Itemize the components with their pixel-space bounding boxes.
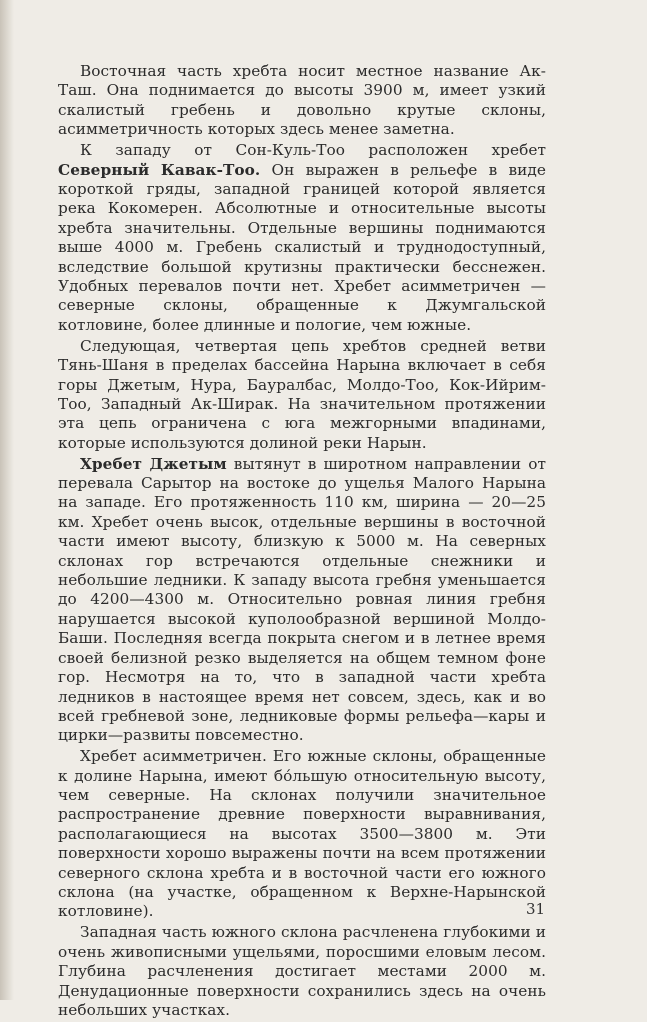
paragraph-asymmetry <box>58 747 546 922</box>
paragraph-text: вытянут в широтном направлении от перевала Сарытор на востоке до ущелья Малого Нарына на западе. Его протяженность 110 км, ширина — 20—25 км. Хребет очень высок, отдельные вершины в восточной части имеют высоту, близкую к 5000 м. На северных склонах гор встречаются отдельные снежники и небольшие ледники. К западу высота гребня уменьшается до 4200—4300 м. Относительно ровная линия гребня нарушается высокой куполообразной вершиной Молдо-Баши. Последняя всегда покрыта снегом и в летнее время своей белизной резко выделяется на общем темном фоне гор. Несмотря на то, что в западной части хребта ледников в настоящее время нет совсем, здесь, как и во всей гребневой зоне, ледниковые формы рельефа—кары и цирки—развиты повсеместно. <box>58 454 546 745</box>
paragraph-fourth-chain <box>58 337 546 453</box>
ridge-name-dzhetym: Хребет Джетым <box>80 454 227 473</box>
paragraph-western-slope <box>58 923 546 1020</box>
body-text <box>58 62 546 1022</box>
paragraph-kavak-too <box>58 141 546 335</box>
paragraph-text: Он выражен в рельефе в виде короткой гряды, западной границей которой является река Кокомерен. Абсолютные и относительные высоты хребта значительны. Отдельные вершины поднимаются выше 4000 м. Гребень скалистый и труднодоступный, вследствие большой крутизны практически бесснежен. Удобных перевалов почти нет. Хребет асимметричен — северные склоны, обращенные к Джумгальской котловине, более длинные и пологие, чем южные. <box>58 160 546 334</box>
paragraph-dzhetym <box>58 455 546 746</box>
paragraph-text: Хребет асимметричен. Его южные склоны, обращенные к долине Нарына, имеют бо́льшую относительную высоту, чем северные. На склонах получили значительное распространение древние поверхности выравнивания, располагающиеся на высотах 3500—3800 м. Эти поверхности хорошо выражены почти на всем протяжении северного склона хребта и в восточной части его южного склона (на участке, обращенном к Верхне-Нарынской котловине). <box>58 747 546 921</box>
page-number: 31 <box>526 900 546 918</box>
page-binding-shadow <box>0 0 14 1000</box>
paragraph-ak-tash <box>58 62 546 140</box>
paragraph-text: Следующая, четвертая цепь хребтов средней ветви Тянь-Шаня в пределах бассейна Нарына включает в себя горы Джетым, Нура, Бауралбас, Молдо-Тоо, Кок-Ийрим-Тоо, Западный Ак-Ширак. На значительном протяжении эта цепь ограничена с юга межгорными впадинами, которые используются долиной реки Нарын. <box>58 336 546 452</box>
paragraph-lead: К западу от Сон-Куль-Тоо расположен хребет <box>80 141 546 160</box>
ridge-name-severny-kavak-too: Северный Кавак-Тоо. <box>58 160 261 179</box>
paragraph-text: Восточная часть хребта носит местное название Ак-Таш. Она поднимается до высоты 3900 м, имеет узкий скалистый гребень и довольно крутые склоны, асимметричность которых здесь менее заметна. <box>58 62 546 139</box>
paragraph-text: Западная часть южного склона расчленена глубокими и очень живописными ущельями, поросшими еловым лесом. Глубина расчленения достигает местами 2000 м. Денудационные поверхности сохранились здесь на очень небольших участках. <box>58 923 546 1019</box>
